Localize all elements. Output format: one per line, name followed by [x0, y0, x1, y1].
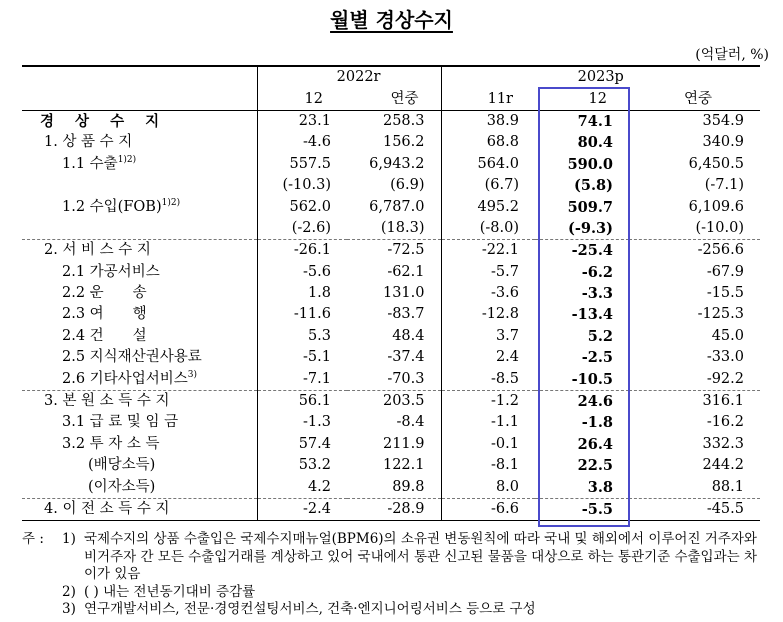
footnote-marker: 1)2)	[117, 154, 137, 165]
table-cell: 6,943.2	[369, 155, 425, 172]
table-cell: 131.0	[382, 285, 425, 302]
footnote-text: 연구개발서비스, 전문·경영컨설팅서비스, 건축·엔지니어링서비스 등으로 구성	[84, 601, 536, 617]
table-cell: (6.9)	[390, 177, 425, 194]
footnote-item	[22, 584, 767, 602]
footnote-number: 1)	[62, 531, 76, 547]
row-label: (배당소득)	[88, 457, 156, 474]
table-cell: -1.1	[441, 412, 535, 433]
table-cell: 24.6	[535, 390, 629, 412]
row-label: 4. 이 전 소 득 수 지	[22, 498, 257, 520]
table-row	[22, 196, 760, 217]
table-row	[22, 262, 760, 283]
table-cell: 23.1	[257, 110, 347, 132]
header-row-periods	[22, 88, 760, 110]
table-cell: 564.0	[441, 154, 535, 175]
table-cell: -92.2	[706, 370, 744, 387]
header-year-2022: 2022r	[257, 66, 441, 88]
table-cell: -1.8	[581, 414, 613, 432]
table-cell: -25.4	[535, 240, 629, 262]
table-cell: 211.9	[382, 435, 425, 452]
table-cell: 57.4	[257, 434, 347, 455]
footnote-item	[22, 531, 767, 584]
table-cell: -6.6	[441, 498, 535, 520]
table-cell: (18.3)	[380, 219, 425, 236]
table-cell: -2.4	[257, 498, 347, 520]
table-cell: 56.1	[257, 390, 347, 412]
table-cell: 22.5	[577, 457, 613, 475]
table-row	[22, 455, 760, 476]
footnote-prefix	[22, 584, 62, 602]
row-label: 1.1 수출$^{1)2)}$	[62, 154, 137, 172]
table-cell: -16.2	[706, 414, 744, 431]
table-cell: -6.2	[581, 263, 613, 281]
table-cell: 258.3	[382, 112, 425, 129]
table-cell: -15.5	[706, 285, 744, 302]
table-cell: 6,787.0	[369, 198, 425, 215]
table-cell: 89.8	[392, 478, 425, 495]
table-cell: (-10.0)	[695, 219, 744, 236]
table-cell: -45.5	[629, 498, 760, 520]
table-cell: -72.5	[347, 240, 441, 262]
table-cell: -0.1	[441, 434, 535, 455]
table-cell: 53.2	[257, 455, 347, 476]
table-cell: (-8.0)	[441, 218, 535, 240]
table-cell: -28.9	[347, 498, 441, 520]
table-cell: 203.5	[347, 390, 441, 412]
table-cell: -1.2	[441, 390, 535, 412]
table-row	[22, 218, 760, 240]
footnote-item	[22, 601, 767, 619]
row-label: 2.6 기타사업서비스$^{3)}$	[62, 369, 197, 387]
table-cell: 6,109.6	[688, 198, 744, 215]
row-label: 2.5 지식재산권사용료	[62, 349, 202, 366]
table-cell: 3.7	[441, 326, 535, 347]
table-cell: -256.6	[629, 240, 760, 262]
table-cell: 38.9	[441, 110, 535, 132]
table-cell: 557.5	[257, 154, 347, 175]
footnote-prefix: 주 :	[22, 531, 44, 547]
table-cell: 332.3	[702, 435, 744, 452]
table-cell: -4.6	[257, 132, 347, 153]
table-cell: -22.1	[441, 240, 535, 262]
table-row	[22, 283, 760, 304]
page-title: 월별 경상수지	[330, 8, 453, 32]
table-cell: 6,450.5	[688, 155, 744, 172]
table-cell: 156.2	[382, 134, 425, 151]
table-cell: (-10.3)	[257, 175, 347, 196]
table-cell: -83.7	[387, 306, 425, 323]
table-cell: 2.4	[441, 347, 535, 368]
table-cell: -62.1	[387, 263, 425, 280]
table-row	[22, 476, 760, 498]
table-cell: -5.6	[257, 262, 347, 283]
table-cell: -26.1	[257, 240, 347, 262]
row-label: 3.2 투 자 소 득	[62, 435, 160, 452]
table-cell: -11.6	[257, 304, 347, 325]
footnote-number: 2)	[62, 583, 76, 600]
table-row	[22, 498, 760, 520]
table-cell: 48.4	[392, 327, 425, 344]
table-row	[22, 175, 760, 196]
footnote-number: 3)	[62, 601, 76, 617]
table-row	[22, 304, 760, 325]
table-cell: -12.8	[441, 304, 535, 325]
table-cell: 5.2	[587, 327, 613, 345]
table-cell: -1.3	[257, 412, 347, 433]
table-cell: -125.3	[697, 306, 744, 323]
table-cell: -3.6	[441, 283, 535, 304]
table-cell: -70.3	[387, 370, 425, 387]
table-cell: 590.0	[567, 155, 613, 173]
table-cell: 122.1	[382, 457, 425, 474]
table-row	[22, 412, 760, 433]
table-row	[22, 240, 760, 262]
row-label	[22, 175, 257, 196]
table-cell: -3.3	[581, 285, 613, 303]
table-cell: 80.4	[577, 134, 613, 152]
table-cell: -5.1	[257, 347, 347, 368]
table-cell: (-9.3)	[568, 219, 613, 237]
table-cell: -5.5	[535, 498, 629, 520]
header-col-2023-year: 연중	[629, 88, 760, 110]
table-cell: 74.1	[577, 112, 613, 130]
unit-label: (억달러, %)	[695, 47, 769, 63]
header-col-2023-dec: 12	[535, 88, 629, 110]
table-cell: -8.1	[441, 455, 535, 476]
table-cell: 316.1	[629, 390, 760, 412]
header-year-2023: 2023p	[441, 66, 760, 88]
table-cell: 68.8	[441, 132, 535, 153]
table-cell: (-2.6)	[257, 218, 347, 240]
footnote-marker: 3)	[187, 369, 197, 380]
header-col-2022-dec: 12	[257, 88, 347, 110]
table-cell: -10.5	[571, 370, 613, 388]
table-cell: 5.3	[257, 326, 347, 347]
header-col-2023-nov: 11r	[441, 88, 535, 110]
table-cell: -37.4	[387, 349, 425, 366]
table-cell: 8.0	[441, 476, 535, 498]
table-row	[22, 390, 760, 412]
table-cell: 4.2	[257, 476, 347, 498]
table-row	[22, 368, 760, 390]
row-label: 3.1 급 료 및 임 금	[62, 414, 179, 431]
header-col-2022-year: 연중	[347, 88, 441, 110]
footnote-prefix	[22, 601, 62, 619]
row-label	[22, 218, 257, 240]
table-cell: -8.5	[441, 368, 535, 390]
table-cell: 495.2	[441, 196, 535, 217]
table-cell: -67.9	[706, 263, 744, 280]
footnote-text: 국제수지의 상품 수출입은 국제수지매뉴얼(BPM6)의 소유권 변동원칙에 따라 국내 및 해외에서 이루어진 거주자와 비거주자 간 모든 수출입거래를 계상하고 있어 국내에서 통관 신고된 물품을 대상으로 하는 통관기준 수출입과는 차이가 있음	[84, 531, 758, 582]
row-label: 1. 상 품 수 지	[44, 134, 133, 151]
header-row-years	[22, 66, 760, 88]
table-cell: 354.9	[702, 112, 744, 129]
footnotes	[22, 531, 767, 619]
table-cell: (6.7)	[441, 175, 535, 196]
table-row	[22, 347, 760, 368]
table-cell: 509.7	[567, 198, 613, 216]
row-label: (이자소득)	[88, 478, 156, 495]
table-cell: 244.2	[702, 457, 744, 474]
table-cell: -7.1	[257, 368, 347, 390]
table-cell: -2.5	[581, 349, 613, 367]
row-label: 2.4 건 설	[62, 327, 147, 344]
table-cell: (-7.1)	[704, 177, 744, 194]
footnote-text: ( ) 내는 전년동기대비 증감률	[84, 583, 256, 600]
table-cell: 3.8	[587, 478, 613, 496]
row-label: 2.3 여 행	[62, 306, 147, 323]
table-row	[22, 154, 760, 175]
table-cell: -13.4	[571, 306, 613, 324]
row-label: 3. 본 원 소 득 수 지	[22, 390, 257, 412]
table-cell: 26.4	[577, 435, 613, 453]
table-row	[22, 326, 760, 347]
row-label: 2.2 운 송	[62, 285, 147, 302]
table-row	[22, 132, 760, 153]
table-cell: -8.4	[396, 414, 425, 431]
table-row	[22, 434, 760, 455]
table-cell: (5.8)	[574, 177, 613, 195]
table-cell: 88.1	[711, 478, 744, 495]
table-cell: -33.0	[706, 349, 744, 366]
table-cell: 45.0	[711, 327, 744, 344]
table-cell: -5.7	[441, 262, 535, 283]
table-cell: 562.0	[257, 196, 347, 217]
row-label: 2.1 가공서비스	[62, 263, 160, 280]
footnote-marker: 1)2)	[161, 197, 181, 208]
current-account-table	[22, 65, 760, 521]
table-cell: 340.9	[702, 134, 744, 151]
row-label: 경 상 수 지	[40, 112, 168, 130]
table-cell: 1.8	[257, 283, 347, 304]
table-row	[22, 110, 760, 132]
row-label: 1.2 수입(FOB)$^{1)2)}$	[62, 197, 181, 215]
row-label: 2. 서 비 스 수 지	[22, 240, 257, 262]
